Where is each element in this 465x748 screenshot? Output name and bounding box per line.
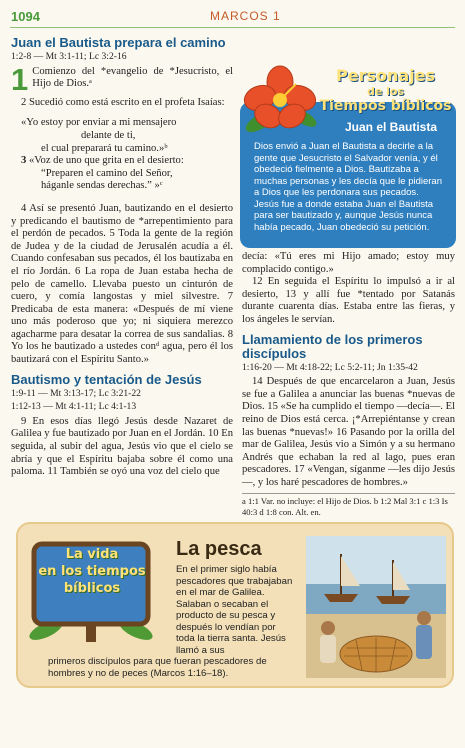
poem-line: háganle sendas derechas.” »ᶜ	[41, 180, 163, 192]
running-head: MARCOS 1	[210, 9, 281, 23]
vida-text: En el primer siglo había pescadores que trabajaban en el mar de Galilea. Salaban o secaban el producto de su pesca y después lo vendían por toda la tierra santa. Jesús llamó a sus	[176, 564, 293, 656]
verses-12-13: 12 En seguida el Espíritu lo impulsó a ir al desierto, 13 y allí fue *tentado por Satanás durante cuarenta días. Estaba entre las fieras, y los ángeles le servían.	[242, 276, 455, 325]
personajes-title-line: Personajes	[335, 66, 436, 85]
poem-line-text: «Voz de uno que grita en el desierto:	[28, 155, 184, 167]
quote-isaias	[11, 155, 233, 193]
section-heading-juan: Juan el Bautista prepara el camino	[11, 35, 226, 50]
vida-sign-line: La vida	[65, 547, 119, 562]
poem-line	[11, 155, 233, 168]
poem-line: el cual preparará tu camino.»ᵇ	[41, 142, 168, 154]
footnotes: a 1:1 Var. no incluye: el Hijo de Dios. b 1:2 Mal 3:1 c 1:3 Is 40:3 d 1:8 con. Alt. en.	[242, 495, 448, 517]
left-column	[11, 36, 233, 479]
header-rule	[10, 27, 455, 28]
verse-number: 3	[21, 155, 27, 167]
hibiscus-flower-icon	[240, 60, 320, 140]
vida-sign-title	[38, 546, 146, 597]
verse-1	[11, 61, 233, 97]
personaje-name: Juan el Bautista	[344, 120, 438, 134]
section-heading-bautismo: Bautismo y tentación de Jesús	[11, 371, 202, 387]
cross-reference: 1:16-20 — Mt 4:18-22; Lc 5:2-11; Jn 1:35-42	[242, 361, 418, 373]
vida-title: La pesca	[176, 538, 262, 560]
verse-2: 2 Sucedió como está escrito en el profeta Isaías:	[21, 96, 225, 108]
chapter-number: 1	[11, 61, 29, 97]
verses-4-8: 4 Así se presentó Juan, bautizando en el desierto y predicando el bautismo de *arrepentimiento para el perdón de pecados. 5 Toda la gente de la región de Judea y de la ciudad de Jerusalén acudía a él. Cuando confesaban sus pecados, él los bautizaba en el río Jordán. 6 La ropa de Juan estaba hecha de pelo de camello. Llevaba puesto un cinturón de cuero, y comía langostas y miel silvestre. 7 Predicaba de esta manera: «Después de mí viene uno más poderoso que yo; ni siquiera merezco agacharme para desatar la correa de sus sandalias. 8 Yo los he bautizado a ustedes conᵈ agua, pero él los bautizará con el Espíritu Santo.»	[11, 202, 233, 366]
right-column	[242, 251, 455, 518]
verse-11-cont: decía: «Tú eres mi Hijo amado; estoy muy complacido contigo.»	[242, 251, 455, 275]
personaje-text: Dios envió a Juan el Bautista a decirle a la gente que Jesucristo el Salvador venía, y él obedeció fielmente a Dios. Bautizaba a muchas personas y les decía que le pidieran a Dios que les perdonara sus pecados. Jesús fue a donde estaba Juan el Bautista para ser bautizado y, aunque Jesús nunca había pecado, Juan obedeció su petición.	[254, 141, 443, 233]
page-number: 1094	[11, 9, 40, 24]
vida-sign-line: bíblicos	[63, 581, 121, 596]
fishermen-illustration-icon	[306, 536, 446, 678]
verses-9-11: 9 En esos días llegó Jesús desde Nazaret de Galilea y fue bautizado por Juan en el Jordán. 10 En seguida, al subir del agua, Jesús vio que el cielo se abría y que el Espíritu bajaba sobre él como una paloma. 11 También se oyó una voz del cielo que	[11, 415, 233, 478]
poem-line: delante de ti,	[81, 129, 136, 141]
verse-1-text: Comienzo del *evangelio de *Jesucristo, el Hijo de Dios.ᵃ	[32, 65, 233, 90]
personajes-title	[318, 66, 453, 114]
page-header	[0, 0, 465, 34]
verses-14-17: 14 Después de que encarcelaron a Juan, Jesús se fue a Galilea a anunciar las buenas *nuevas de Dios. 15 «Se ha cumplido el tiempo —decía—. El reino de Dios está cerca. ¡*Arrepiéntanse y crean las buenas *nuevas!» 16 Pasando por la orilla del mar de Galilea, Jesús vio a Simón y a su hermano Andrés que echaban la red al lago, pues eran pescadores. 17 «Vengan, síganme —les dijo Jesús—, y los haré pescadores de hombres.»	[242, 376, 456, 488]
section-heading-llamamiento: Llamamiento de los primeros discípulos	[242, 331, 423, 361]
vida-sidebar	[16, 522, 454, 688]
personajes-title-line: Tiempos bíblicos	[319, 98, 452, 114]
cross-reference: 1:2-8 — Mt 3:1-11; Lc 3:2-16	[11, 51, 127, 62]
vida-sign-line: en los tiempos	[38, 564, 146, 579]
cross-reference: 1:9-11 — Mt 3:13-17; Lc 3:21-22	[11, 387, 141, 399]
quote-malaquias	[11, 117, 233, 155]
personajes-sidebar	[240, 60, 458, 248]
footnote-rule	[242, 493, 455, 494]
cross-reference: 1:12-13 — Mt 4:1-11; Lc 4:1-13	[11, 401, 137, 413]
vida-text-cont: primeros discípulos para que fueran pescadores de hombres y no de peces (Marcos 1:16–18).	[48, 656, 267, 679]
poem-line: «Yo estoy por enviar a mi mensajero	[21, 117, 177, 129]
poem-line: “Preparen el camino del Señor,	[41, 167, 173, 179]
personajes-title-line: de los	[366, 85, 405, 98]
